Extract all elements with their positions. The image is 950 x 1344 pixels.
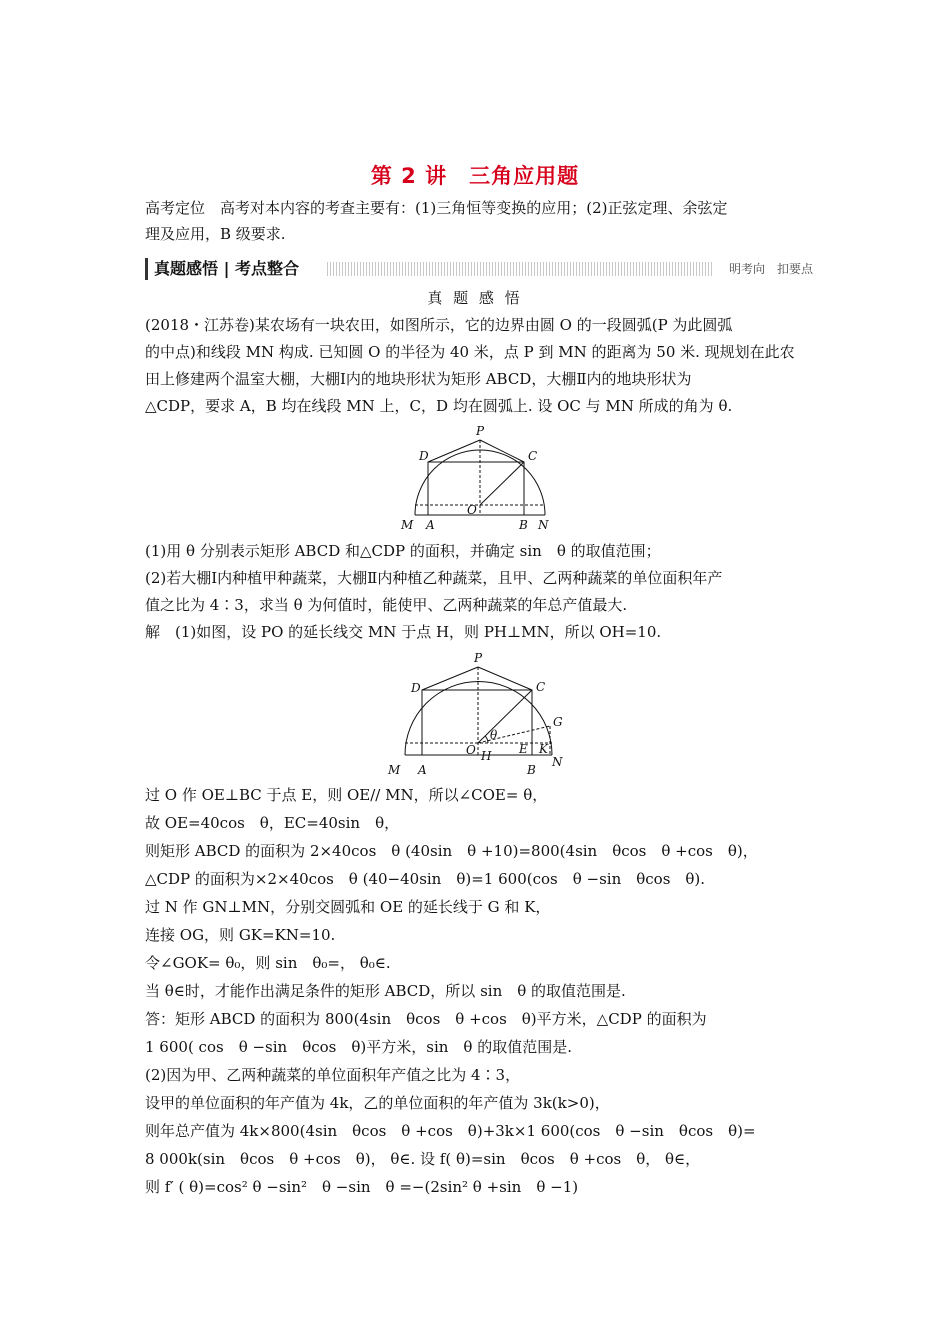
banner-right-label: 明考向 扣要点	[728, 262, 813, 276]
solution-line: △CDP 的面积为×2×40cos θ (40−40sin θ)=1 600(cos θ −sin θcos θ).	[145, 870, 706, 888]
segment-OC	[478, 690, 532, 743]
solution-line: 则矩形 ABCD 的面积为 2×40cos θ (40sin θ +10)=800(4sin θcos θ +cos θ)，	[145, 842, 758, 860]
label-theta: θ	[490, 728, 498, 742]
problem-line: 的中点)和线段 MN 构成. 已知圆 O 的半径为 40 米，点 P 到 MN 的距离为 50 米. 现规划在此农	[145, 343, 795, 361]
label-G: G	[553, 715, 563, 729]
segment-PC	[480, 440, 524, 462]
solution-line: 故 OE=40cos θ，EC=40sin θ，	[145, 814, 400, 832]
label-D: D	[411, 681, 421, 695]
segment-DP	[428, 440, 480, 462]
problem-line: △CDP，要求 A，B 均在线段 MN 上，C，D 均在圆弧上. 设 OC 与 MN 所成的角为 θ.	[145, 397, 733, 415]
problem-line: 田上修建两个温室大棚，大棚Ⅰ内的地块形状为矩形 ABCD，大棚Ⅱ内的地块形状为	[145, 370, 692, 388]
segment-OG-dashed	[478, 726, 550, 743]
solution-line: 令∠GOK= θ₀，则 sin θ₀=， θ₀∈.	[145, 954, 391, 972]
section-heading: 真 题 感 悟	[427, 289, 523, 307]
solution-line: 答：矩形 ABCD 的面积为 800(4sin θcos θ +cos θ)平方米，△CDP 的面积为	[145, 1010, 707, 1028]
intro-line-2: 理及应用，B 级要求.	[145, 225, 286, 243]
question-line: 值之比为 4∶3，求当 θ 为何值时，能使甲、乙两种蔬菜的年总产值最大.	[145, 596, 628, 614]
solution-intro: 解 (1)如图，设 PO 的延长线交 MN 于点 H，则 PH⊥MN，所以 OH=10.	[145, 623, 662, 641]
label-A: A	[426, 518, 435, 532]
label-M: M	[401, 518, 414, 532]
label-N: N	[538, 518, 549, 532]
figure-1-diagram	[395, 420, 565, 536]
solution-line: 当 θ∈时，才能作出满足条件的矩形 ABCD，所以 sin θ 的取值范围是.	[145, 982, 626, 1000]
intro-line-1: 高考定位 高考对本内容的考查主要有：(1)三角恒等变换的应用；(2)正弦定理、余弦定	[145, 199, 728, 217]
label-E: E	[519, 742, 528, 756]
label-C: C	[528, 449, 538, 463]
figure-2-diagram	[380, 650, 580, 778]
segment-OC	[480, 462, 524, 505]
label-P: P	[476, 424, 485, 438]
question-line: (1)用 θ 分别表示矩形 ABCD 和△CDP 的面积，并确定 sin θ 的取值范围；	[145, 542, 661, 560]
label-N: N	[552, 755, 563, 769]
label-O: O	[467, 503, 477, 517]
problem-line: (2018・江苏卷)某农场有一块农田，如图所示，它的边界由圆 O 的一段圆弧(P 为此圆弧	[145, 316, 733, 334]
label-C: C	[536, 680, 546, 694]
solution-line: 则年总产值为 4k×800(4sin θcos θ +cos θ)+3k×1 600(cos θ −sin θcos θ)=	[145, 1122, 756, 1140]
section-banner	[145, 257, 813, 281]
angle-theta-arc	[485, 736, 488, 743]
label-H: H	[481, 749, 492, 763]
label-D: D	[419, 449, 429, 463]
solution-line: 1 600( cos θ −sin θcos θ)平方米，sin θ 的取值范围是.	[145, 1038, 572, 1056]
banner-left-label: 真题感悟 | 考点整合	[145, 258, 305, 280]
solution-line: 设甲的单位面积的年产值为 4k，乙的单位面积的年产值为 3k(k>0)，	[145, 1094, 610, 1112]
solution-line: 过 O 作 OE⊥BC 于点 E，则 OE// MN，所以∠COE= θ，	[145, 786, 548, 804]
label-O: O	[466, 743, 476, 757]
label-M: M	[388, 763, 401, 777]
solution-line: (2)因为甲、乙两种蔬菜的单位面积年产值之比为 4∶3，	[145, 1066, 521, 1084]
label-K: K	[539, 742, 548, 756]
solution-line: 连接 OG，则 GK=KN=10.	[145, 926, 336, 944]
solution-line: 过 N 作 GN⊥MN，分别交圆弧和 OE 的延长线于 G 和 K，	[145, 898, 551, 916]
label-A: A	[418, 763, 427, 777]
label-B: B	[519, 518, 528, 532]
label-P: P	[474, 651, 483, 665]
page-title: 第 2 讲 三角应用题	[370, 164, 580, 188]
question-line: (2)若大棚Ⅰ内种植甲种蔬菜，大棚Ⅱ内种植乙种蔬菜，且甲、乙两种蔬菜的单位面积年产	[145, 569, 723, 587]
rectangle-ABCD	[422, 690, 532, 755]
banner-hatch	[327, 262, 713, 276]
solution-line: 8 000k(sin θcos θ +cos θ)， θ∈. 设 f( θ)=sin θcos θ +cos θ， θ∈，	[145, 1150, 701, 1168]
label-B: B	[527, 763, 536, 777]
solution-line: 则 f′ ( θ)=cos² θ −sin² θ −sin θ =−(2sin² θ +sin θ −1)	[145, 1178, 579, 1196]
